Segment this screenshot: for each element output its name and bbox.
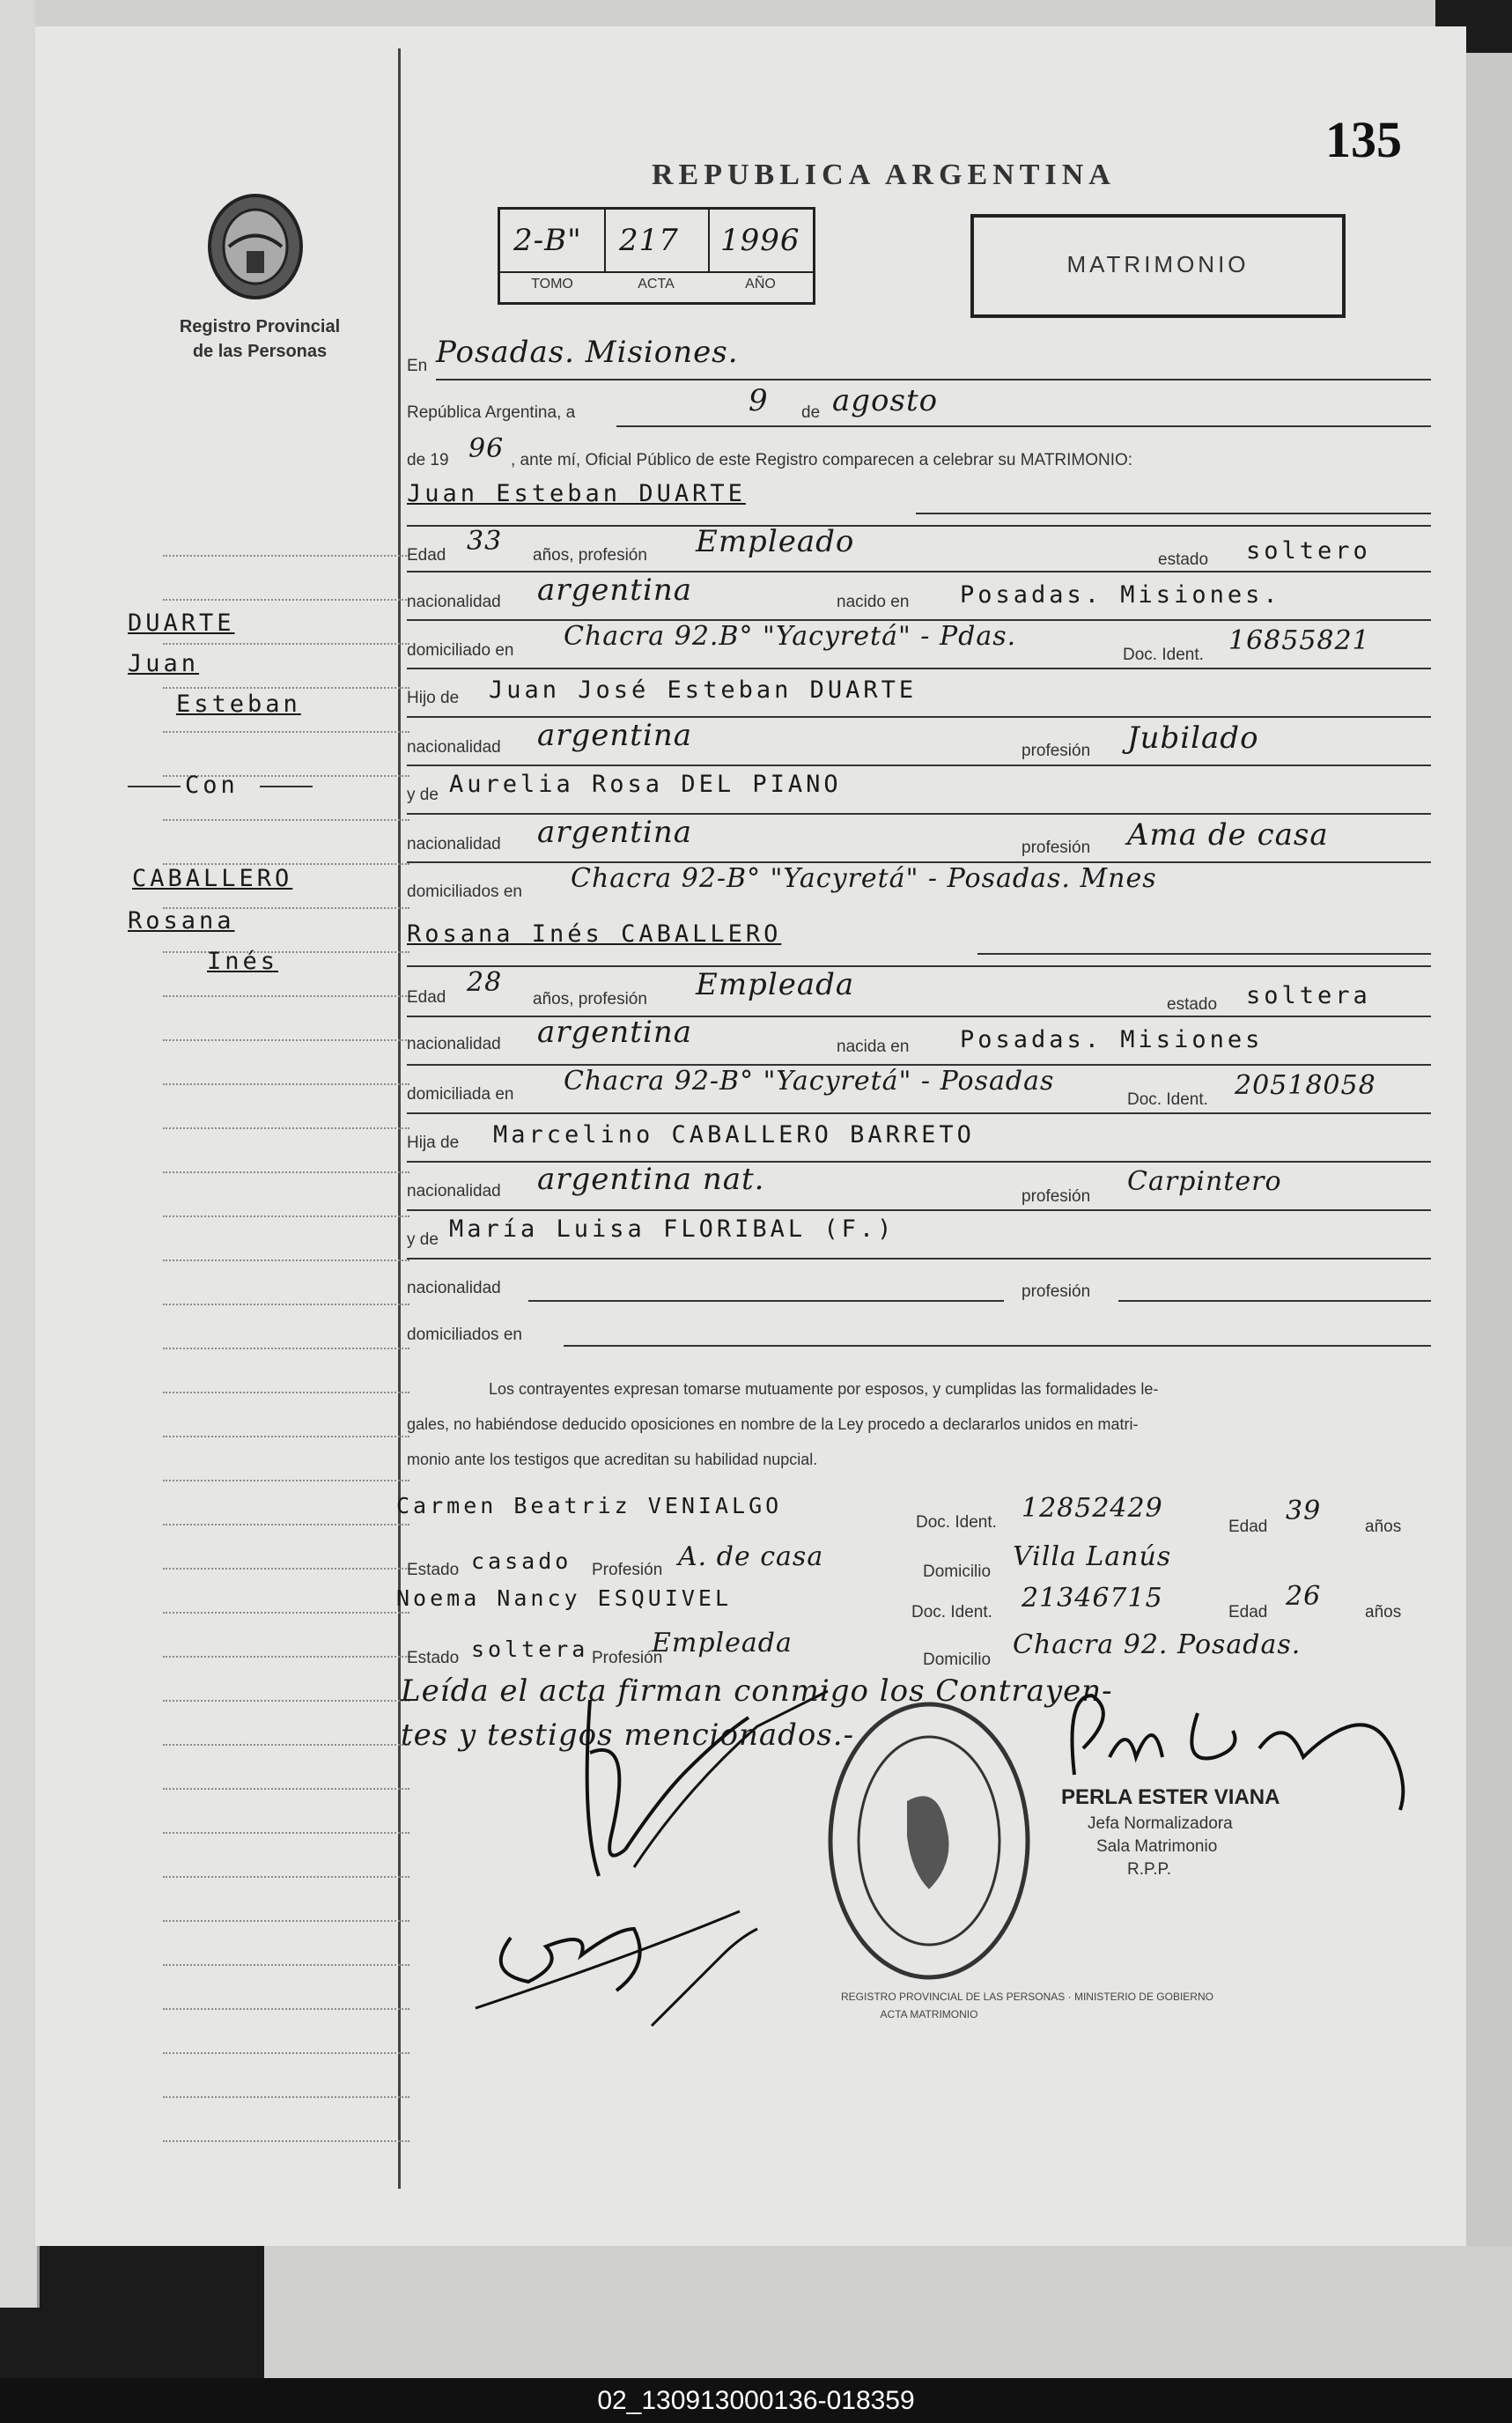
legal-text-1: Los contrayentes expresan tomarse mutuamente por esposos, y cumplidas las formalidades le-: [489, 1380, 1159, 1398]
bride-father: Marcelino CABALLERO BARRETO: [493, 1121, 975, 1149]
groom-mother-nationality: argentina: [537, 815, 693, 850]
witness2-age: 26: [1286, 1581, 1322, 1612]
margin-note-secondname: Esteban: [176, 691, 301, 718]
witness1-prof-label: Profesión: [592, 1561, 663, 1579]
bride-address: Chacra 92-B° "Yacyretá" - Posadas: [564, 1066, 1055, 1097]
groom-hijo-label: Hijo de: [407, 689, 460, 707]
witness1-dom-label: Domicilio: [923, 1562, 992, 1581]
margin-note-bride-surname: CABALLERO: [132, 865, 293, 892]
closing-line-2: tes y testigos mencionados.-: [401, 1718, 855, 1753]
place-value: Posadas. Misiones.: [436, 335, 739, 370]
bride-edad-label: Edad: [407, 988, 446, 1007]
margin-note-bride-firstname: Rosana: [128, 907, 235, 934]
groom-nacido-label: nacido en: [837, 593, 910, 611]
tomo-label: TOMO: [531, 277, 573, 292]
bride-doc-label: Doc. Ident.: [1127, 1090, 1208, 1109]
groom-address: Chacra 92.B° "Yacyretá" - Pdas.: [564, 621, 1017, 652]
witness2-edad-label: Edad: [1228, 1603, 1268, 1621]
bride-estado-label: estado: [1167, 995, 1218, 1014]
witness2-estado-label: Estado: [407, 1649, 460, 1667]
bride-anos-label: años, profesión: [533, 990, 647, 1008]
groom-father: Juan José Esteban DUARTE: [489, 676, 918, 704]
bride-father-prof-label: profesión: [1022, 1187, 1091, 1206]
official-title-2: Sala Matrimonio: [1096, 1837, 1218, 1856]
bride-doc: 20518058: [1235, 1070, 1376, 1101]
registry-name-line2: de las Personas: [192, 342, 328, 361]
record-number-box: [498, 207, 815, 305]
bride-father-nationality: argentina nat.: [537, 1162, 765, 1197]
witness1-doc: 12852429: [1022, 1493, 1163, 1524]
witness2-name: Noema Nancy ESQUIVEL: [396, 1585, 733, 1611]
country-heading: REPUBLICA ARGENTINA: [652, 159, 1116, 191]
binder-spine: [0, 0, 40, 2308]
acta-value: 217: [619, 223, 679, 258]
witness2-dom-label: Domicilio: [923, 1651, 992, 1669]
margin-note-con: Con: [185, 772, 239, 799]
margin-note-bride-secondname: Inés: [207, 948, 279, 975]
legal-text-3: monio ante los testigos que acreditan su habilidad nupcial.: [407, 1451, 818, 1468]
groom-age: 33: [467, 526, 503, 557]
ano-value: 1996: [720, 223, 800, 258]
groom-father-nac-label: nacionalidad: [407, 738, 501, 757]
groom-father-prof-label: profesión: [1022, 742, 1091, 760]
witness1-address: Villa Lanús: [1013, 1541, 1172, 1572]
bride-dom-label: domiciliada en: [407, 1085, 514, 1104]
groom-nac-label: nacionalidad: [407, 593, 501, 611]
year-suffix: 96: [468, 433, 505, 464]
groom-status: soltero: [1246, 537, 1371, 565]
footer-id: 02_130913000136-018359: [0, 2378, 1512, 2423]
witness1-anos-label: años: [1365, 1518, 1402, 1536]
groom-mother-profession: Ama de casa: [1127, 817, 1329, 853]
acta-label: ACTA: [638, 277, 675, 292]
witness1-edad-label: Edad: [1228, 1518, 1268, 1536]
bride-nacida-label: nacida en: [837, 1038, 910, 1056]
witness1-status: casado: [471, 1548, 572, 1574]
intro-text: , ante mí, Oficial Público de este Registro comparecen a celebrar su MATRIMONIO:: [511, 451, 1133, 469]
groom-name: Juan Esteban DUARTE: [407, 480, 746, 507]
seal-text: REGISTRO PROVINCIAL DE LAS PERSONAS · MINISTERIO DE GOBIERNO: [841, 1991, 1213, 2003]
official-title-1: Jefa Normalizadora: [1088, 1814, 1233, 1833]
groom-parents-dom-label: domiciliados en: [407, 883, 522, 901]
record-type-box: [970, 214, 1346, 318]
groom-nationality: argentina: [537, 573, 693, 608]
bride-profession: Empleada: [696, 967, 855, 1002]
page-number: 135: [1325, 111, 1402, 168]
groom-anos-label: años, profesión: [533, 546, 647, 565]
witness2-doc: 21346715: [1022, 1583, 1163, 1614]
official-title-3: R.P.P.: [1127, 1860, 1172, 1879]
witness1-profession: A. de casa: [678, 1541, 824, 1572]
bride-mother: María Luisa FLORIBAL (F.): [449, 1215, 896, 1243]
bride-birthplace: Posadas. Misiones: [960, 1026, 1264, 1053]
groom-y-de-label: y de: [407, 786, 439, 804]
groom-birthplace: Posadas. Misiones.: [960, 581, 1281, 609]
groom-doc: 16855821: [1228, 625, 1370, 656]
groom-mother: Aurelia Rosa DEL PIANO: [449, 771, 842, 798]
official-seal: [823, 1695, 1035, 1986]
groom-profession: Empleado: [696, 524, 855, 559]
record-type: MATRIMONIO: [1066, 251, 1250, 277]
witness1-age: 39: [1286, 1496, 1322, 1526]
groom-father-profession: Jubilado: [1127, 720, 1259, 756]
witness2-anos-label: años: [1365, 1603, 1402, 1621]
day-value: 9: [749, 383, 769, 418]
seal-center: ACTA MATRIMONIO: [880, 2008, 978, 2020]
margin-note-firstname: Juan: [128, 650, 200, 677]
groom-father-nationality: argentina: [537, 718, 693, 753]
groom-estado-label: estado: [1158, 550, 1209, 569]
bride-hija-label: Hija de: [407, 1134, 460, 1152]
bride-status: soltera: [1246, 982, 1371, 1009]
witness1-doc-label: Doc. Ident.: [916, 1513, 997, 1532]
month-value: agosto: [832, 383, 939, 418]
bride-mother-nac-label: nacionalidad: [407, 1279, 501, 1297]
de-label: de: [801, 403, 821, 422]
bride-father-profession: Carpintero: [1127, 1166, 1282, 1197]
witness2-profession: Empleada: [652, 1628, 793, 1658]
bride-y-de-label: y de: [407, 1230, 439, 1249]
bride-father-nac-label: nacionalidad: [407, 1182, 501, 1200]
bride-mother-prof-label: profesión: [1022, 1282, 1091, 1301]
tomo-value: 2-B": [513, 223, 582, 258]
groom-mother-nac-label: nacionalidad: [407, 835, 501, 853]
contracting-parties-signatures: [458, 1665, 863, 2043]
closing-line-1: Leída el acta firman conmigo los Contrayen-: [401, 1673, 1113, 1709]
bride-nac-label: nacionalidad: [407, 1035, 501, 1053]
margin-note-surname: DUARTE: [128, 609, 235, 637]
registry-name-line1: Registro Provincial: [179, 317, 341, 336]
en-label: En: [407, 357, 428, 375]
witness1-name: Carmen Beatriz VENIALGO: [396, 1493, 783, 1518]
groom-edad-label: Edad: [407, 546, 446, 565]
bride-age: 28: [467, 967, 503, 998]
year-prefix: de 19: [407, 451, 449, 469]
witness2-prof-label: Profesión: [592, 1649, 663, 1667]
ano-label: AÑO: [745, 277, 776, 292]
coat-of-arms-icon: [203, 189, 308, 304]
witness2-status: soltera: [471, 1636, 589, 1662]
groom-mother-prof-label: profesión: [1022, 838, 1091, 857]
groom-doc-label: Doc. Ident.: [1123, 646, 1204, 664]
witness2-doc-label: Doc. Ident.: [911, 1603, 992, 1621]
witness1-estado-label: Estado: [407, 1561, 460, 1579]
bride-parents-dom-label: domiciliados en: [407, 1326, 522, 1344]
witness2-address: Chacra 92. Posadas.: [1013, 1629, 1302, 1660]
margin-divider: [398, 48, 401, 2189]
legal-text-2: gales, no habiéndose deducido oposiciones en nombre de la Ley procedo a declararlos unidos en matri-: [407, 1415, 1139, 1433]
rep-label: República Argentina, a: [407, 403, 576, 422]
record-page: [35, 26, 1466, 2246]
groom-parents-address: Chacra 92-B° "Yacyretá" - Posadas. Mnes: [571, 863, 1157, 894]
bride-nationality: argentina: [537, 1015, 693, 1050]
groom-dom-label: domiciliado en: [407, 641, 514, 660]
page-bottom-edge: [264, 2246, 1512, 2378]
official-name: PERLA ESTER VIANA: [1061, 1785, 1280, 1809]
bride-name: Rosana Inés CABALLERO: [407, 920, 782, 948]
